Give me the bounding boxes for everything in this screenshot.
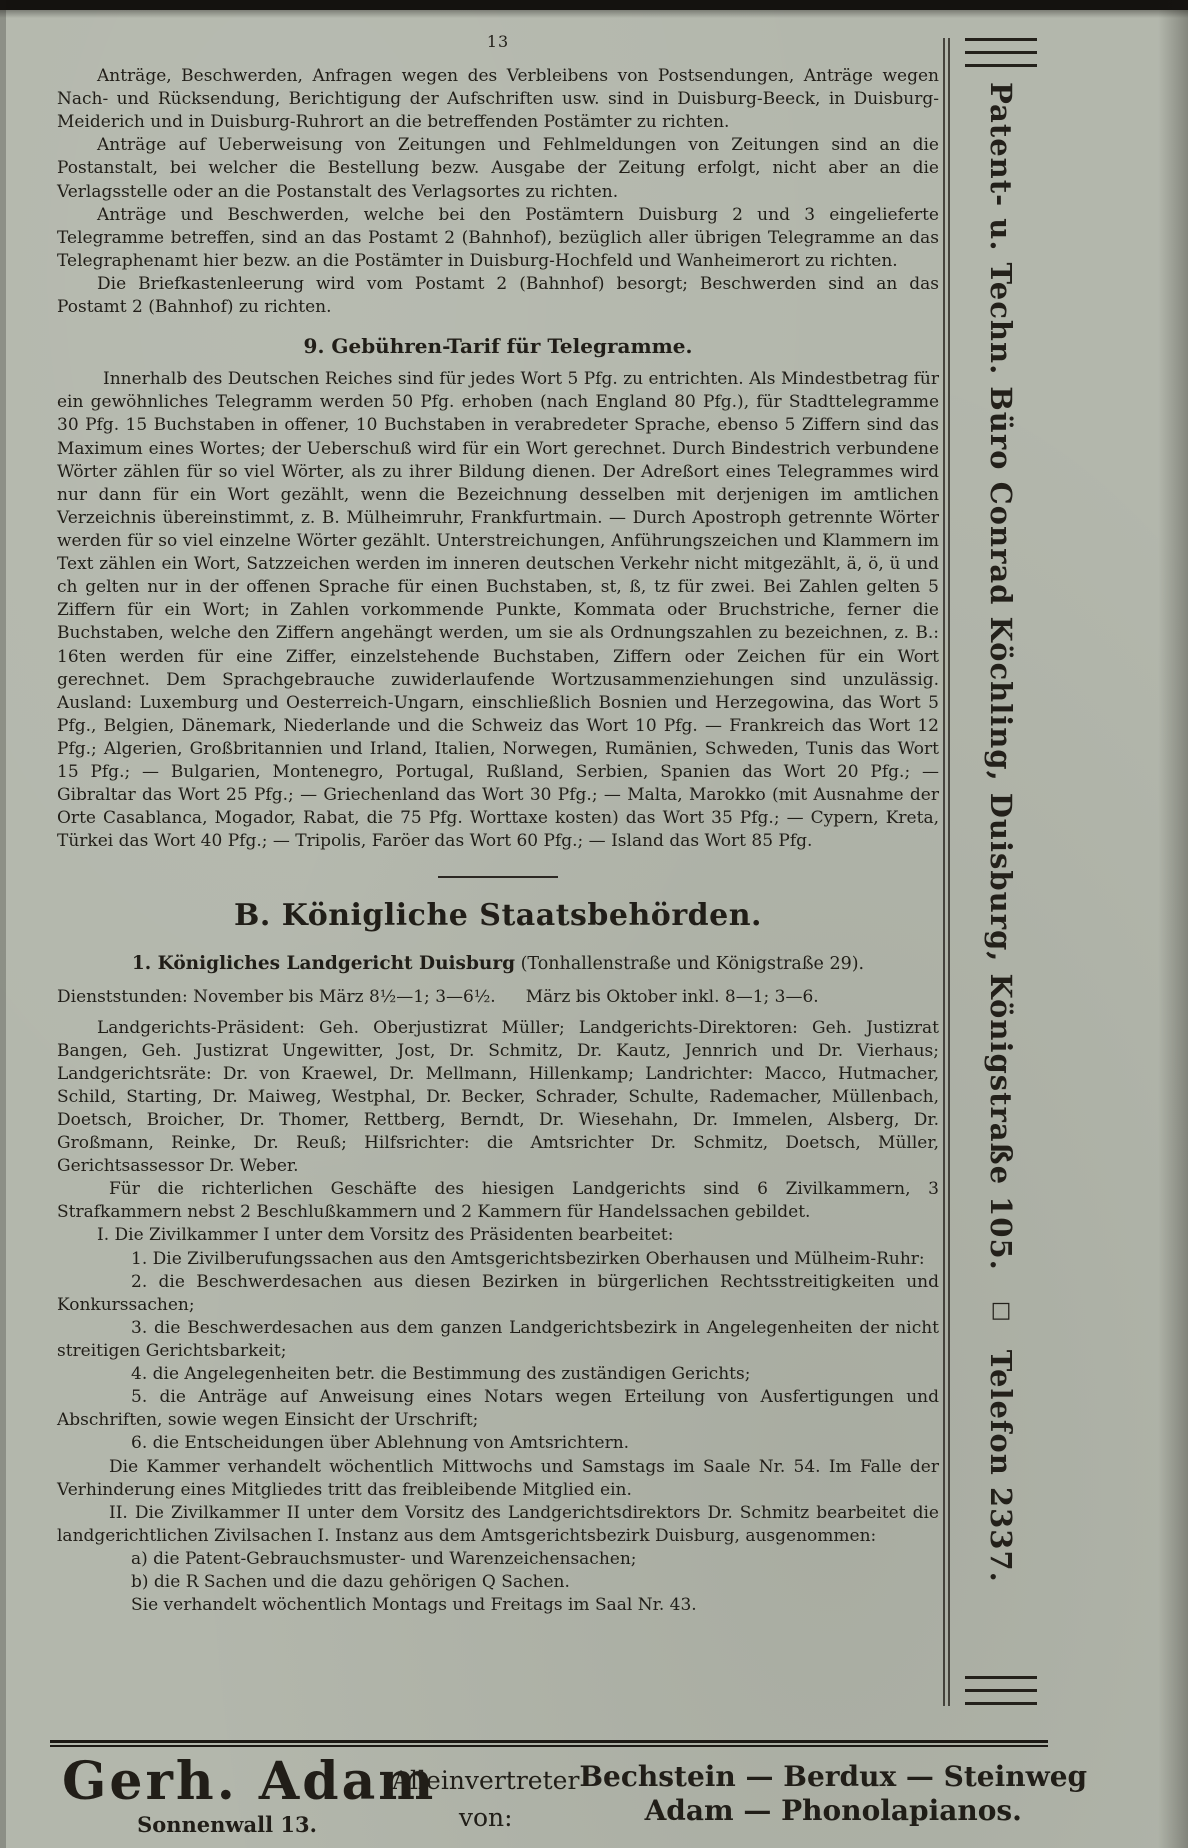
intro-paragraph-3: Anträge und Beschwerden, welche bei den Postämtern Duisburg 2 und 3 eingelieferte Telegramme betreffen, sind an das Postamt 2 (Bahnhof), bezüglich aller übrigen Telegramme an das Telegraphenamt hier bezw. an die Postämter in Duisburg-Hochfeld und Wanheimerort zu richten.: [57, 204, 939, 271]
tariff-body: Innerhalb des Deutschen Reiches sind für jedes Wort 5 Pfg. zu entrichten. Als Mindestbetrag für ein gewöhnliches Telegramm werden 50 Pfg. erhoben (nach England 80 Pfg.), für Stadttelegramme 30 Pfg. 15 Buchstaben in offener, 10 Buchstaben in verabredeter Sprache, ebenso 5 Ziffern sind das Maximum eines Wortes; der Ueberschuß wird für ein Wort gerechnet. Durch Bindestrich verbundene Wörter zählen für so viel Wörter, als zu ihrer Bildung dienen. Der Adreßort eines Telegrammes wird nur dann für ein Wort gezählt, wenn die Bezeichnung desselben mit derjenigen im amtlichen Verzeichnis übereinstimmt, z. B. Mülheimruhr, Frankfurtmain. — Durch Apostroph getrennte Wörter werden für so viel einzelne Wörter gezählt. Unterstreichungen, Anführungszeichen und Klammern im Text zählen ein Wort, Satzzeichen werden im inneren deutschen Verkehr nicht mitgezählt, ä, ö, ü und ch gelten nur in der offenen Sprache für einen Buchstaben, st, ß, tz für zwei. Bei Zahlen gelten 5 Ziffern für ein Wort; in Zahlen vorkommende Punkte, Kommata oder Bruchstriche, ferner die Buchstaben, welche den Ziffern angehängt werden, um sie als Ordnungszahlen zu bezeichnen, z. B.: 16ten werden für eine Ziffer, einzelstehende Buchstaben, Ziffern oder Zeichen für ein Wort gerechnet. Dem Sprachgebrauche zuwiderlaufende Wortzusammenziehungen sind unzulässig. Ausland: Luxemburg und Oesterreich-Ungarn, einschließlich Bosnien und Herzegowina, das Wort 5 Pfg., Belgien, Dänemark, Niederlande und die Schweiz das Wort 10 Pfg. — Frankreich das Wort 12 Pfg.; Algerien, Großbritannien und Irland, Italien, Norwegen, Rumänien, Schweden, Tunis das Wort 15 Pfg.; — Bulgarien, Montenegro, Portugal, Rußland, Serbien, Spanien das Wort 20 Pfg.; — Gibraltar das Wort 25 Pfg.; — Griechenland das Wort 30 Pfg.; — Malta, Marokko (mit Ausnahme der Orte Casablanca, Mogador, Rabat, die 75 Pfg. Worttaxe kosten) das Wort 35 Pfg.; — Cypern, Kreta, Türkei das Wort 40 Pfg.; — Tripolis, Faröer das Wort 60 Pfg.; — Island das Wort 85 Pfg.: [57, 369, 939, 852]
footer-divider: [50, 1740, 1048, 1747]
intro-paragraph-4: Die Briefkastenleerung wird vom Postamt 2 (Bahnhof) besorgt; Beschwerden sind an das Postamt 2 (Bahnhof) zu richten.: [57, 273, 939, 318]
civil-chamber-1-item-6: 6. die Entscheidungen über Ablehnung von Amtsrichtern.: [131, 1433, 630, 1454]
court-title: 1. Königliches Landgericht Duisburg: [131, 952, 516, 974]
decoration-lines-bottom: [965, 1676, 1037, 1706]
intro-paragraph-1: Anträge, Beschwerden, Anfragen wegen des Verbleibens von Postsendungen, Anträge wegen Nach- und Rücksendung, Berichtigung der Aufschriften usw. sind in Duisburg-Beeck, in Duisburg-Meiderich und in Duisburg-Ruhrort an die betreffenden Postämter zu richten.: [57, 66, 939, 133]
ad-brands-block: [579, 1756, 1087, 1827]
advertiser-block: [62, 1751, 437, 1837]
margin-ad-text-wrap: [984, 68, 1018, 1676]
civil-chamber-2-item-a: a) die Patent-Gebrauchsmuster- und Warenzeichensachen;: [131, 1549, 637, 1570]
ad-role-block: [392, 1756, 579, 1832]
advertiser-name: Gerh. Adam: [62, 1751, 437, 1812]
civil-chamber-1-schedule: Die Kammer verhandelt wöchentlich Mittwochs und Samstags im Saale Nr. 54. Im Falle der Verhinderung eines Mitgliedes tritt das freibleibende Mitglied ein.: [57, 1456, 939, 1500]
page-number: 13: [486, 32, 510, 51]
margin-ad-text: [984, 68, 1018, 1676]
state-authorities-heading: B. Königliche Staatsbehörden.: [234, 897, 762, 933]
footer-ad: [62, 1751, 1088, 1837]
office-hours-summer: März bis Oktober inkl. 8—1; 3—6.: [525, 986, 819, 1007]
advertiser-address: Sonnenwall 13.: [137, 1812, 317, 1837]
civil-chamber-1-item-1: 1. Die Zivilberufungssachen aus den Amtsgerichtsbezirken Oberhausen und Mülheim-Ruhr:: [131, 1248, 925, 1269]
scan-edge-right: [1158, 0, 1188, 1848]
scan-edge-left: [0, 0, 6, 1848]
office-hours-winter: Dienststunden: November bis März 8½—1; 3—6½.: [57, 986, 496, 1007]
court-title-suffix: (Tonhallenstraße und Königstraße 29).: [515, 953, 865, 974]
civil-chamber-1-item-3: 3. die Beschwerdesachen aus dem ganzen Landgerichtsbezirk in Angelegenheiten der nicht streitigen Gerichtsbarkeit;: [57, 1317, 939, 1362]
scan-edge-top: [0, 0, 1188, 10]
office-hours: [57, 987, 939, 1007]
civil-chamber-2-heading: II. Die Zivilkammer II unter dem Vorsitz des Landgerichtsdirektors Dr. Schmitz bearbeitet die landgerichtlichen Zivilsachen I. Instanz aus dem Amtsgerichtsbezirk Duisburg, ausgenommen:: [57, 1502, 939, 1546]
ad-role-line2: von:: [458, 1803, 513, 1832]
intro-paragraph-2: Anträge auf Ueberweisung von Zeitungen und Fehlmeldungen von Zeitungen sind an die Postanstalt, bei welcher die Bestellung bezw. Ausgabe der Zeitung erfolgt, nicht aber an die Verlagsstelle oder an die Postanstalt des Verlagsortes zu richten.: [57, 135, 939, 202]
ad-role-line1: Alleinvertreter: [392, 1766, 580, 1795]
margin-ad: [956, 38, 1046, 1706]
court-heading: [57, 953, 939, 974]
margin-ad-left-rule: [943, 38, 950, 1706]
chambers-summary: Für die richterlichen Geschäfte des hiesigen Landgerichts sind 6 Zivilkammern, 3 Strafkammern nebst 2 Beschlußkammern und 2 Kammern für Handelssachen gebildet.: [57, 1179, 939, 1223]
ad-brands-line2: Adam — Phonolapianos.: [644, 1793, 1022, 1827]
margin-ad-line2: Telefon 2337.: [984, 1349, 1018, 1583]
ad-brands-line1: Bechstein — Berdux — Steinweg: [579, 1760, 1088, 1793]
civil-chamber-1-item-4: 4. die Angelegenheiten betr. die Bestimmung des zuständigen Gerichts;: [131, 1364, 751, 1385]
civil-chamber-1-item-5: 5. die Anträge auf Anweisung eines Notars wegen Erteilung von Ausfertigungen und Abschriften, sowie wegen Einsicht der Urschrift;: [57, 1387, 939, 1431]
margin-ad-separator-icon: □: [988, 1296, 1014, 1324]
decoration-lines-top: [965, 38, 1037, 68]
court-personnel: Landgerichts-Präsident: Geh. Oberjustizrat Müller; Landgerichts-Direktoren: Geh. Justizrat Bangen, Geh. Justizrat Ungewitter, Jost, Dr. Schmitz, Dr. Kautz, Jennrich und Dr. Vierhaus; Landgerichtsräte: Dr. von Kraewel, Dr. Mellmann, Hillenkamp; Landrichter: Macco, Hutmacher, Schild, Starting, Dr. Maiweg, Westphal, Dr. Becker, Schrader, Schulte, Rademacher, Müllenbach, Doetsch, Broicher, Dr. Thomer, Rettberg, Berndt, Dr. Wiesehahn, Dr. Immelen, Alsberg, Dr. Großmann, Reinke, Dr. Reuß; Hilfsrichter: die Amtsrichter Dr. Schmitz, Doetsch, Müller, Gerichtsassessor Dr. Weber.: [57, 1017, 939, 1177]
civil-chamber-1-heading: I. Die Zivilkammer I unter dem Vorsitz des Präsidenten bearbeitet:: [97, 1225, 674, 1246]
civil-chamber-1-item-2: 2. die Beschwerdesachen aus diesen Bezirken in bürgerlichen Rechtsstreitigkeiten und Konkurssachen;: [57, 1271, 939, 1315]
civil-chamber-2-item-b: b) die R Sachen und die dazu gehörigen Q Sachen.: [131, 1572, 570, 1593]
tariff-section-heading: 9. Gebühren-Tarif für Telegramme.: [303, 334, 693, 359]
margin-ad-line1: Patent- u. Techn. Büro Conrad Köchling, Duisburg, Königstraße 105.: [984, 82, 1018, 1271]
civil-chamber-2-schedule: Sie verhandelt wöchentlich Montags und Freitags im Saal Nr. 43.: [131, 1595, 697, 1616]
section-divider-rule: [438, 876, 558, 878]
main-text-column: [57, 32, 939, 1617]
